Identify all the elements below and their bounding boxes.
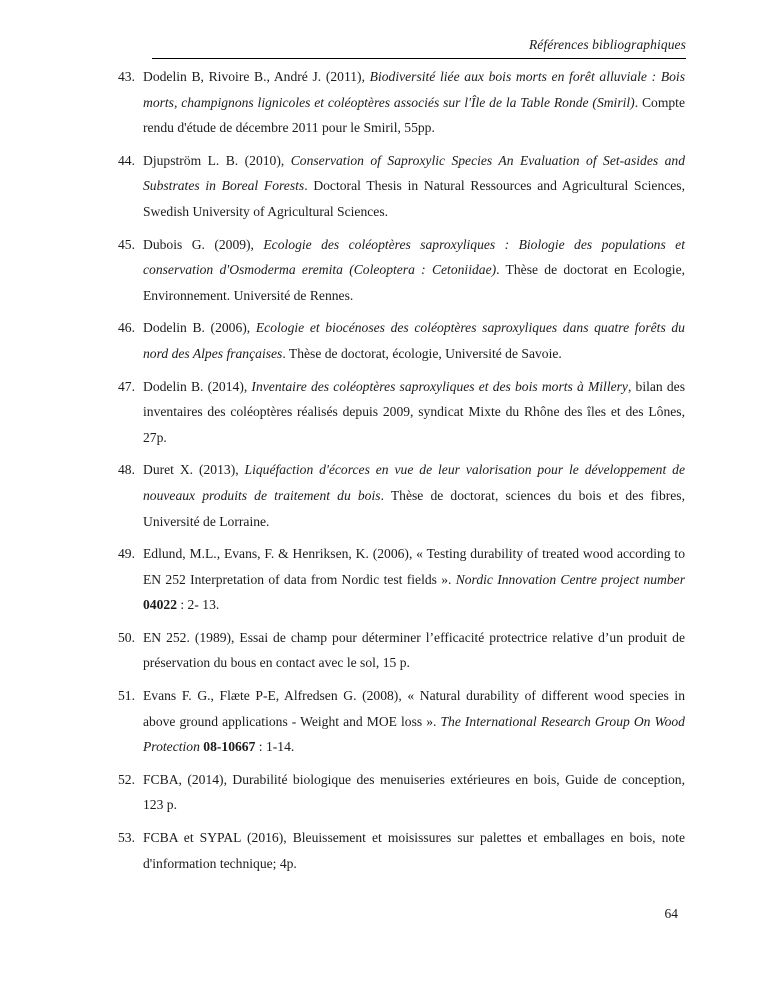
reference-text-segment: 08-10667 xyxy=(203,739,256,755)
reference-text-segment: Conservation of Saproxylic Species An Evaluation of Set-asides and Substrates in Boreal Forests xyxy=(143,152,685,194)
reference-text-segment: 04022 xyxy=(143,597,177,613)
reference-text-segment: Evans F. G., Flæte P-E, Alfredsen G. (2008), « Natural durability of different wood species in above ground applications - Weight and MOE loss ». xyxy=(143,688,685,729)
reference-number: 48. xyxy=(118,462,135,478)
page-number: 64 xyxy=(664,906,678,921)
reference-text-segment: : 1-14. xyxy=(255,739,295,755)
reference-text-segment: . Compte rendu d'étude de décembre 2011 pour le Smiril, 55pp. xyxy=(143,94,685,136)
reference-text-segment: Liquéfaction d'écorces en vue de leur valorisation pour le développement de nouveaux produits de traitement du bois xyxy=(143,462,685,503)
page-header xyxy=(152,36,686,59)
reference-text-segment: FCBA et SYPAL (2016), Bleuissement et moisissures sur palettes et emballages en bois, note d'information technique; 4p. xyxy=(143,830,685,871)
reference-item xyxy=(118,683,685,760)
reference-text-segment: Dodelin B. (2006), xyxy=(143,320,256,336)
reference-item xyxy=(118,232,685,309)
reference-text-segment: Biodiversité liée aux bois morts en forêt alluviale : Bois morts, champignons lignicoles et coléoptères associés sur l'Île de la Table Ronde (Smiril) xyxy=(143,69,685,110)
reference-text-segment: Nordic Innovation Centre project number xyxy=(455,571,685,587)
reference-list xyxy=(118,64,685,883)
reference-text-segment: . Thèse de doctorat en Ecologie, Environnement. Université de Rennes. xyxy=(143,262,685,303)
reference-item xyxy=(118,315,685,366)
header-title: Références bibliographiques xyxy=(528,37,686,52)
reference-number: 43. xyxy=(118,69,135,84)
reference-text-segment: . Doctoral Thesis in Natural Ressources and Agricultural Sciences, Swedish University of Agricultural Sciences. xyxy=(143,178,685,219)
reference-number: 53. xyxy=(118,830,135,846)
reference-text-segment: Edlund, M.L., Evans, F. & Henriksen, K. (2006), « Testing durability of treated wood according to EN 252 Interpretation of data from Nordic test fields ». xyxy=(143,546,685,587)
reference-item xyxy=(118,457,685,534)
reference-number: 51. xyxy=(118,688,135,704)
reference-item xyxy=(118,541,685,618)
reference-text-segment: EN 252. (1989), Essai de champ pour déterminer l’efficacité protectrice relative d’un produit de préservation du bous en contact avec le sol, 15 p. xyxy=(143,629,685,671)
reference-number: 46. xyxy=(118,320,135,336)
reference-text-segment: : 2- 13. xyxy=(176,597,220,613)
reference-number: 52. xyxy=(118,771,135,787)
reference-text-segment: The International Research Group On Wood Protection xyxy=(143,713,685,755)
reference-text-segment: . Thèse de doctorat, sciences du bois et des fibres, Université de Lorraine. xyxy=(143,487,685,529)
reference-text-segment: Ecologie des coléoptères saproxyliques : Biologie des populations et conservation d'Osmoderma eremita (Coleoptera : Cetoniidae) xyxy=(143,236,685,278)
reference-number: 45. xyxy=(118,236,135,252)
reference-item xyxy=(118,374,685,451)
reference-text-segment: FCBA, (2014), Durabilité biologique des menuiseries extérieures en bois, Guide de conception, 123 p. xyxy=(143,771,685,813)
reference-text-segment: Djupström L. B. (2010), xyxy=(143,152,291,168)
reference-text-segment: . Thèse de doctorat, écologie, Université de Savoie. xyxy=(282,345,562,361)
reference-item xyxy=(118,767,685,818)
reference-item xyxy=(118,64,685,141)
reference-number: 47. xyxy=(118,378,135,394)
reference-number: 44. xyxy=(118,152,135,168)
reference-text-segment: Dodelin B, Rivoire B., André J. (2011), xyxy=(143,69,370,84)
reference-text-segment: Dodelin B. (2014), xyxy=(143,378,252,394)
reference-text-segment: Duret X. (2013), xyxy=(143,462,245,478)
reference-item xyxy=(118,825,685,876)
reference-text-segment: Ecologie et biocénoses des coléoptères saproxyliques dans quatre forêts du nord des Alpes françaises xyxy=(143,320,685,361)
reference-item xyxy=(118,148,685,225)
reference-text-segment: , bilan des inventaires des coléoptères réalisés depuis 2009, syndicat Mixte du Rhône des îles et des Lônes, 27p. xyxy=(143,378,686,445)
reference-text-segment: Inventaire des coléoptères saproxyliques et des bois morts à Millery xyxy=(251,378,628,394)
reference-text-segment: Dubois G. (2009), xyxy=(143,236,264,252)
reference-item xyxy=(118,625,685,676)
reference-number: 50. xyxy=(118,629,135,645)
reference-number: 49. xyxy=(118,546,135,562)
